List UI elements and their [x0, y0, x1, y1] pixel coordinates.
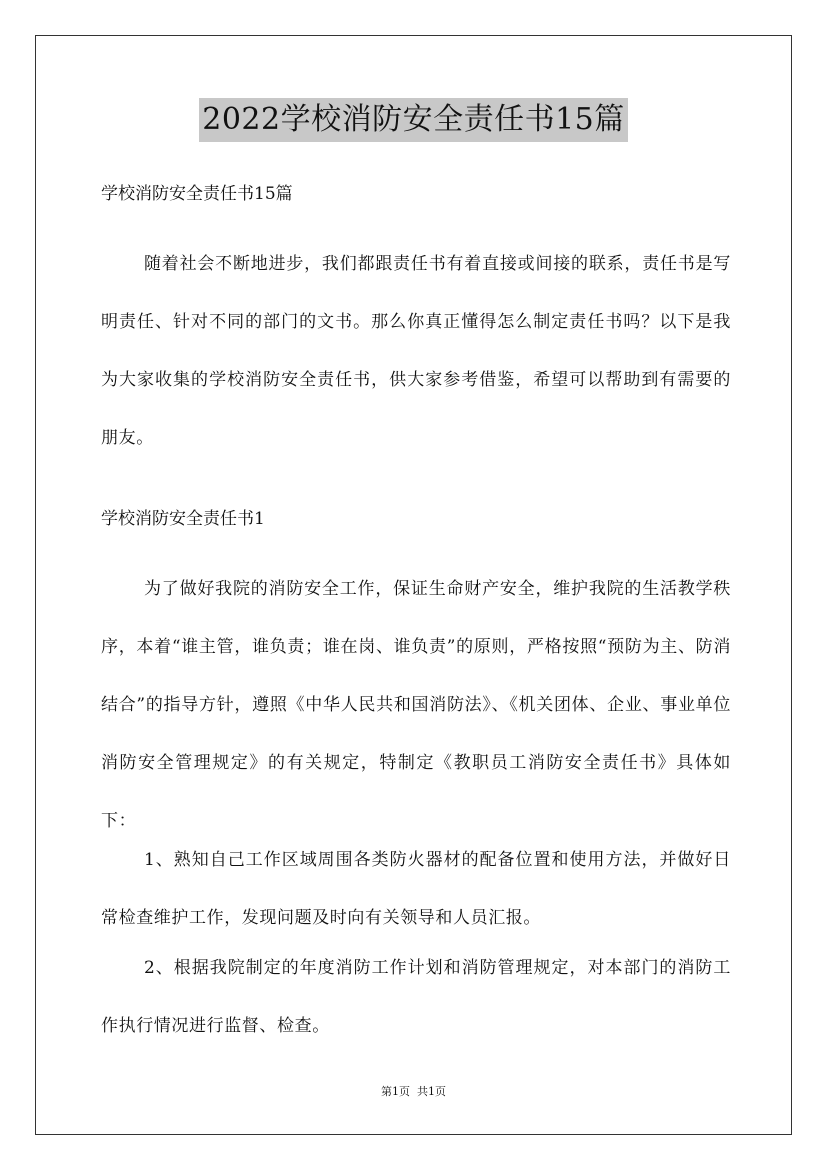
section-paragraph: 为了做好我院的消防安全工作，保证生命财产安全，维护我院的生活教学秩序，本着“谁主管，谁负责；谁在岗、谁负责”的原则，严格按照“预防为主、防消结合”的指导方针，遵照《中华人民共和国消防法》、《机关团体、企业、事业单位消防安全管理规定》的有关规定，特制定《教职员工消防安全责任书》具体如下：: [101, 579, 731, 831]
list-item-2: 2、根据我院制定的年度消防工作计划和消防管理规定，对本部门的消防工作执行情况进行监督、检查。: [101, 958, 731, 1036]
list-item-1: 1、熟知自己工作区域周围各类防火器材的配备位置和使用方法，并做好日常检查维护工作，发现问题及时向有关领导和人员汇报。: [101, 850, 731, 928]
page-footer: 第1页 共1页: [381, 1085, 446, 1098]
section-heading: 学校消防安全责任书1: [101, 509, 265, 529]
title-container: [0, 98, 827, 142]
document-subtitle: 学校消防安全责任书15篇: [101, 184, 293, 204]
document-title: 2022学校消防安全责任书15篇: [199, 98, 628, 142]
intro-paragraph: 随着社会不断地进步，我们都跟责任书有着直接或间接的联系，责任书是写明责任、针对不同的部门的文书。那么你真正懂得怎么制定责任书吗？以下是我为大家收集的学校消防安全责任书，供大家参考借鉴，希望可以帮助到有需要的朋友。: [101, 254, 731, 448]
